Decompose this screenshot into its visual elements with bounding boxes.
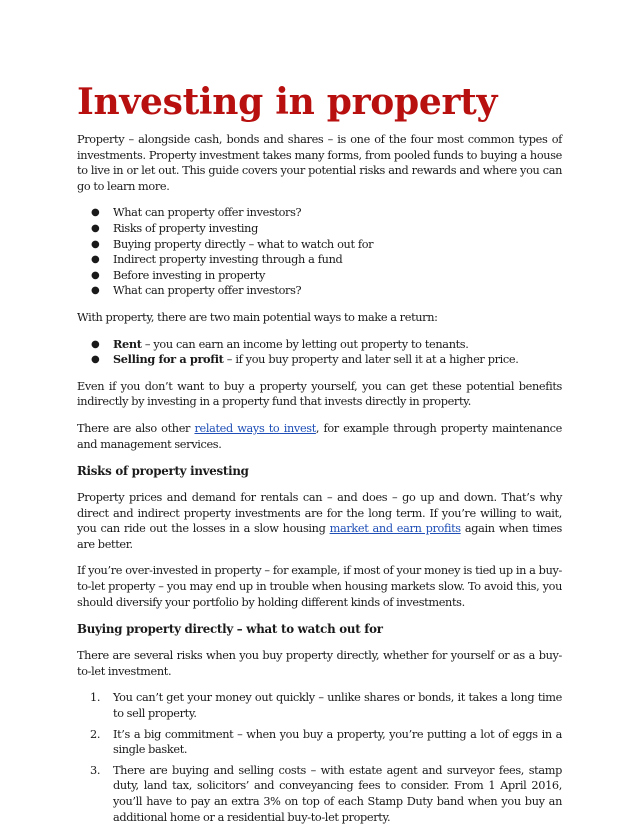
return-term: Selling for a profit (113, 352, 224, 367)
contents-item: ● Before investing in property (91, 268, 266, 282)
risks-paragraph-2: If you’re over-invested in property – for example, if most of your money is tied up in a buy-to-let property – you may end up in trouble when housing markets slow. To avoid this, you should diversify your portfolio by holding different kinds of investments. (77, 564, 562, 609)
item-number: 2. (90, 727, 101, 741)
intro-paragraph: Property – alongside cash, bonds and shares – is one of the four most common types of investments. Property investment takes many forms, from pooled funds to buying a house to live in or let out. This guide covers your potential risks and rewards and where you can go to learn more. (77, 133, 562, 193)
bullet-icon: ● (91, 238, 100, 250)
item-number: 1. (90, 691, 101, 705)
risks-paragraph-1: Property prices and demand for rentals can – and does – go up and down. That’s why direct and indirect property investments are for the long term. If you’re willing to wait, you can ride out the losses in a slow housing market and earn profits again when times are better. (77, 491, 562, 551)
return-item-rent (77, 337, 562, 353)
direct-intro: There are several risks when you buy property directly, whether for yourself or as a buy-to-let investment. (77, 649, 562, 678)
contents-item: ● What can property offer investors? (91, 284, 302, 298)
returns-list (77, 337, 562, 368)
item-number: 3. (90, 763, 101, 777)
bullet-icon: ● (91, 207, 100, 219)
related-ways-link[interactable]: related ways to invest (194, 421, 316, 435)
return-item-selling (77, 352, 562, 368)
bullet-icon: ● (91, 354, 100, 366)
return-text: – if you buy property and later sell it at a higher price. (223, 353, 519, 367)
contents-item: ● Risks of property investing (91, 221, 258, 235)
direct-risk-item: 2. It’s a big commitment – when you buy a property, you’re putting a lot of eggs in a single basket. (90, 727, 562, 757)
bullet-icon: ● (91, 269, 100, 281)
contents-item: ● Buying property directly – what to watch out for (91, 237, 374, 251)
contents-item: ● Indirect property investing through a fund (91, 253, 343, 267)
market-profits-link[interactable]: market and earn profits (329, 522, 461, 536)
return-text: – you can earn an income by letting out property to tenants. (141, 337, 469, 351)
direct-risk-item: 1. You can’t get your money out quickly – unlike shares or bonds, it takes a long time to sell property. (90, 691, 562, 721)
direct-heading: Buying property directly – what to watch out for (77, 622, 383, 637)
bullet-icon: ● (91, 254, 100, 266)
indirect-paragraph: Even if you don’t want to buy a property yourself, you can get these potential benefits indirectly by investing in a property fund that invests directly in property. (77, 379, 562, 409)
related-paragraph: There are also other related ways to invest, for example through property maintenance and management services. (77, 421, 562, 451)
contents-list (77, 205, 562, 299)
returns-intro: With property, there are two main potential ways to make a return: (77, 310, 438, 324)
return-term: Rent (113, 336, 142, 351)
contents-item: ● What can property offer investors? (91, 206, 302, 220)
direct-risk-item: 3. There are buying and selling costs – with estate agent and surveyor fees, stamp duty, land tax, solicitors’ and conveyancing fees to consider. From 1 April 2016, you’ll have to pay an extra 3% on top of each Stamp Duty band when you buy an additional home or a residential buy-to-let property. (90, 763, 562, 824)
page-title: Investing in property (77, 81, 498, 123)
risks-heading: Risks of property investing (77, 464, 249, 479)
bullet-icon: ● (91, 338, 100, 350)
direct-risks-list (77, 690, 562, 825)
bullet-icon: ● (91, 285, 100, 297)
bullet-icon: ● (91, 222, 100, 234)
